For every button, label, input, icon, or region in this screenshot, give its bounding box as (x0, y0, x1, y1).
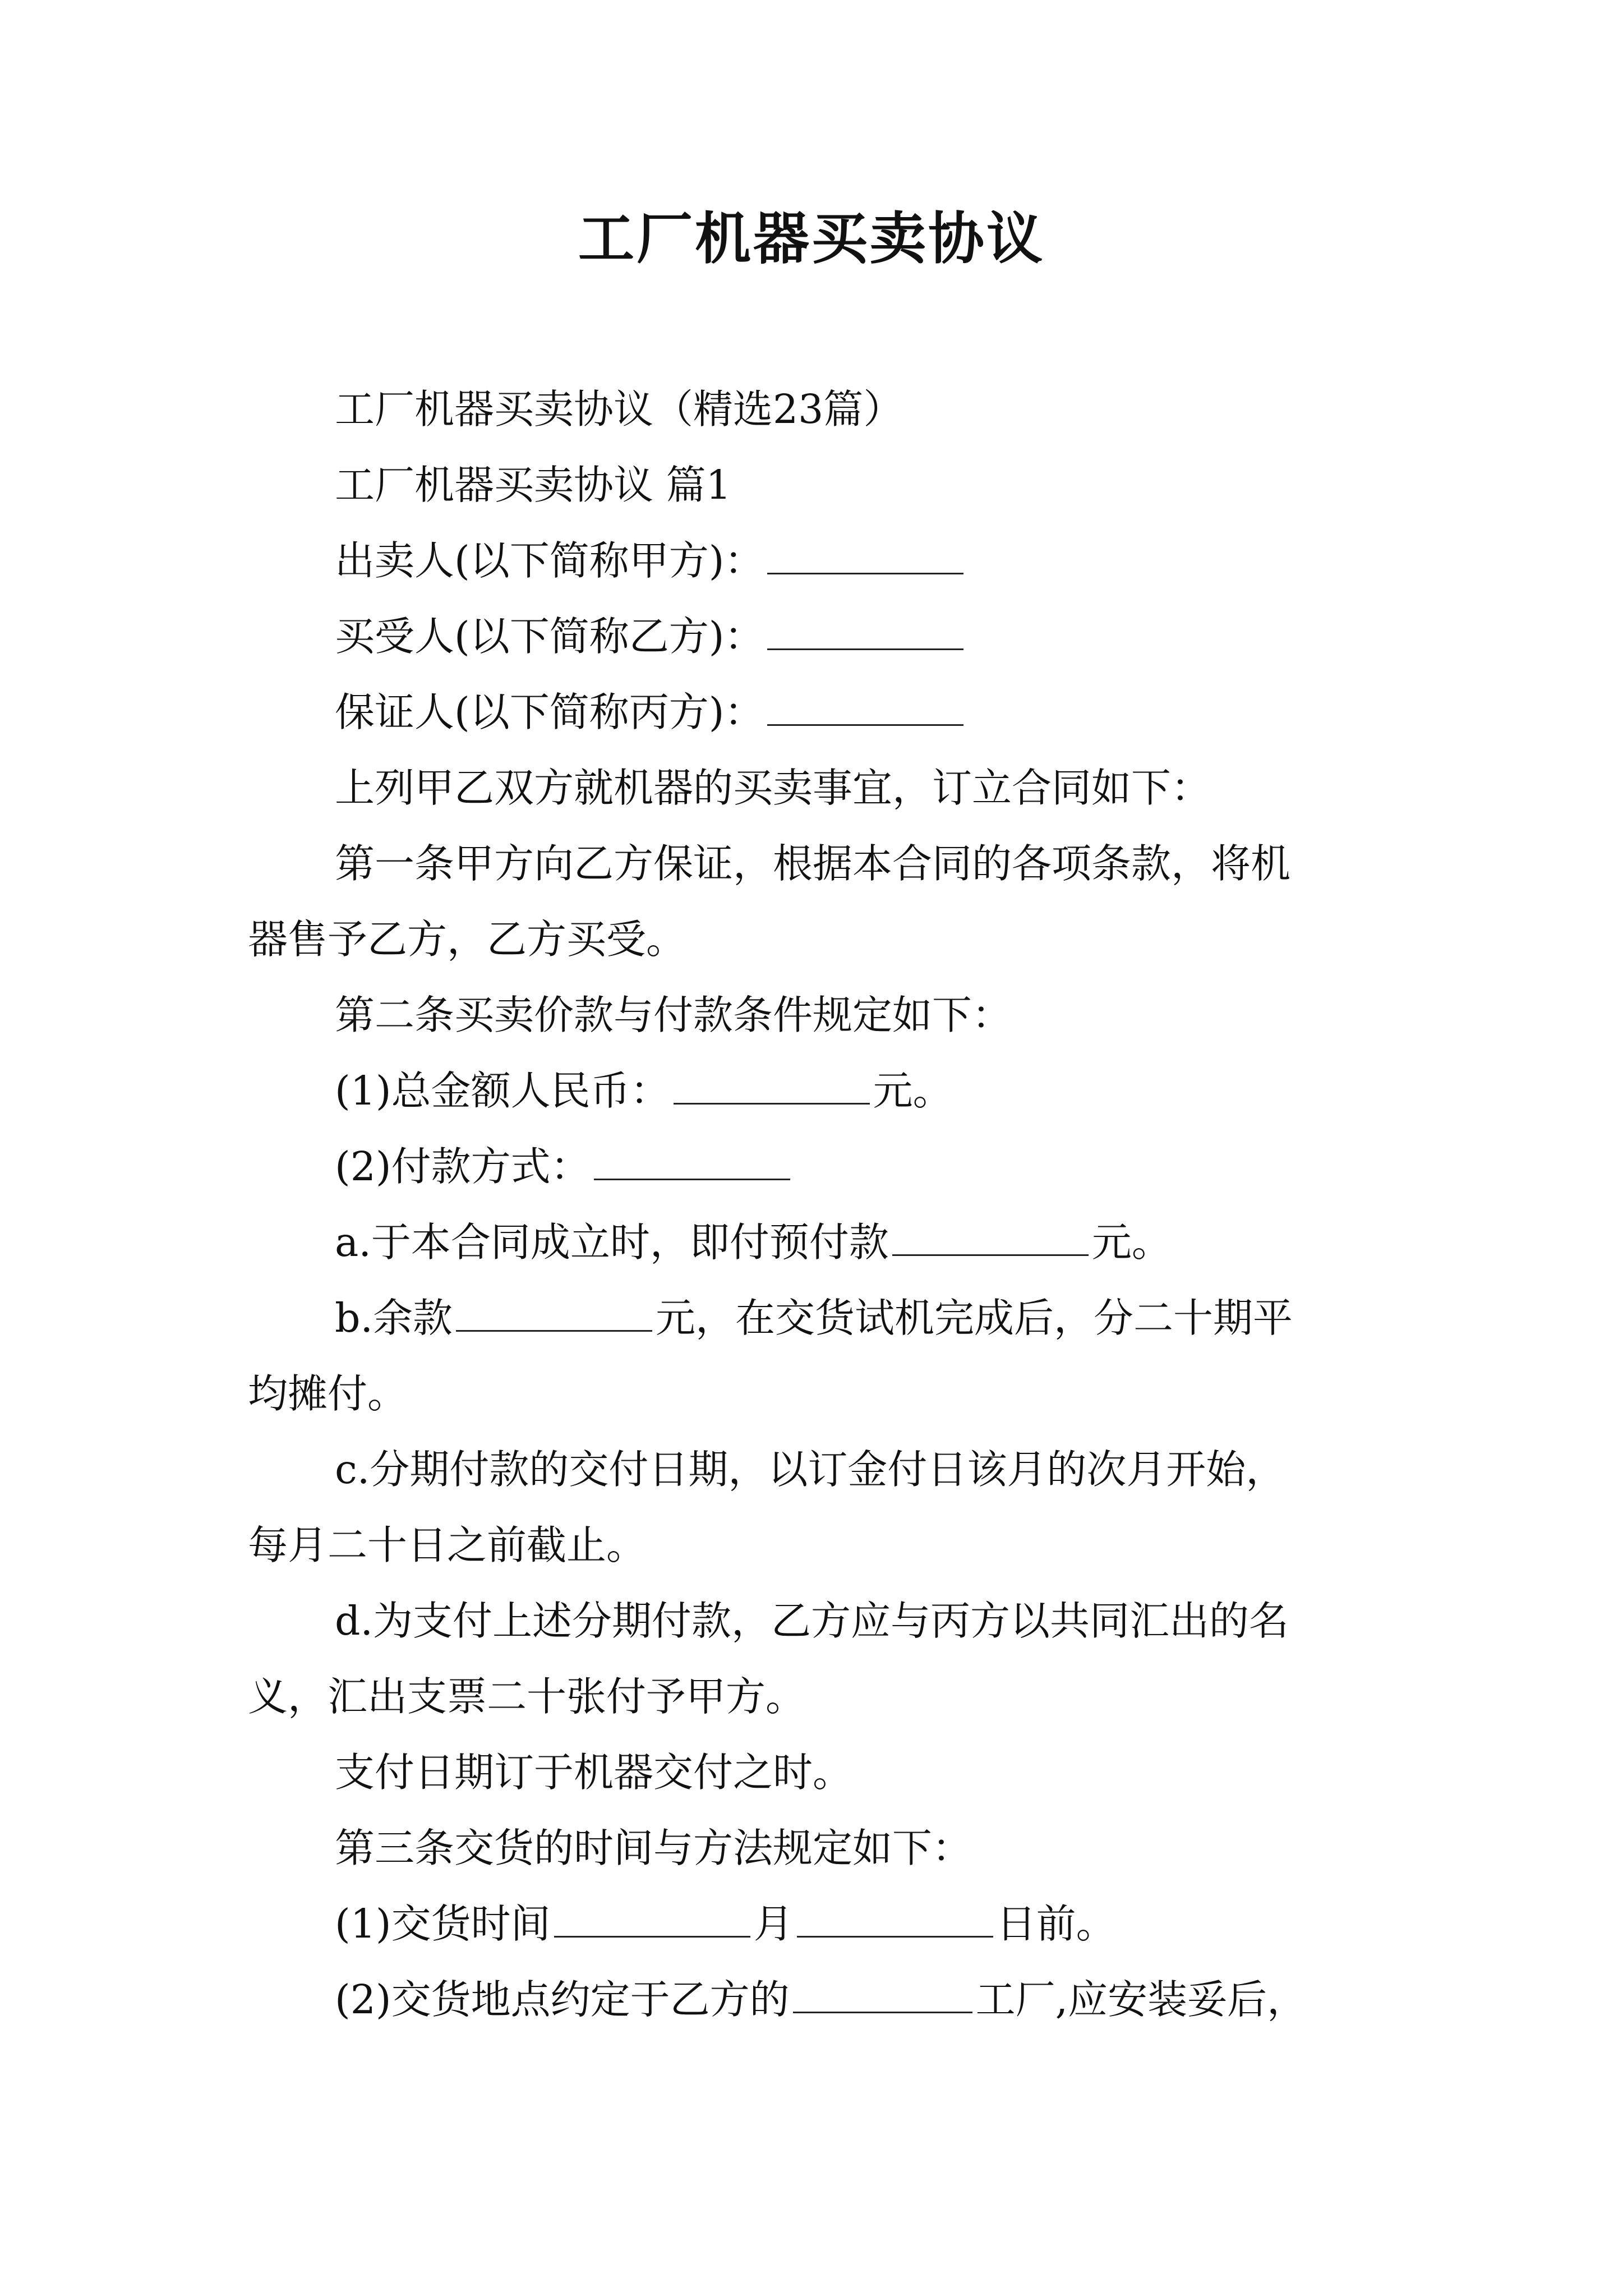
clause-d-line2: 义，汇出支票二十张付予甲方。 (248, 1673, 806, 1720)
buyer-blank (767, 614, 963, 650)
article2-method-line (248, 1129, 1375, 1204)
month-label: 月 (753, 1901, 794, 1947)
clause-b-text: b.余款 (335, 1295, 453, 1341)
document-body (248, 371, 1375, 2037)
payment-method-label: (2)付款方式： (335, 1143, 591, 1190)
payment-date-line: 支付日期订于机器交付之时。 (335, 1749, 853, 1796)
guarantor-blank (767, 689, 963, 726)
balance-blank (456, 1295, 652, 1332)
delivery-month-blank (554, 1901, 750, 1938)
clause-a-text: a.于本合同成立时，即付预付款 (335, 1219, 889, 1266)
section-heading: 工厂机器买卖协议 篇1 (335, 462, 731, 508)
clause-a-line (248, 1204, 1375, 1280)
clause-b-line2: 均摊付。 (248, 1370, 408, 1417)
total-amount-unit: 元。 (873, 1068, 953, 1114)
article2-heading: 第二条买卖价款与付款条件规定如下： (335, 992, 1012, 1038)
document-title: 工厂机器买卖协议 (578, 205, 1045, 272)
delivery-day-blank (797, 1901, 993, 1938)
subtitle: 工厂机器买卖协议（精选23篇） (335, 386, 903, 432)
delivery-place-label: (2)交货地点约定于乙方的 (335, 1976, 790, 2023)
clause-a-unit: 元。 (1091, 1219, 1172, 1266)
delivery-time-label: (1)交货时间 (335, 1901, 551, 1947)
buyer-line (248, 599, 1375, 674)
delivery-place-line (248, 1962, 1375, 2037)
buyer-label: 买受人(以下简称乙方)： (335, 613, 764, 660)
delivery-place-rest: 工厂,应安装妥后， (975, 1976, 1307, 2023)
article1-line2: 器售予乙方，乙方买受。 (248, 916, 686, 963)
total-amount-blank (674, 1068, 870, 1105)
seller-blank (767, 538, 963, 574)
intro-paragraph: 上列甲乙双方就机器的买卖事宜，订立合同如下： (335, 765, 1211, 811)
delivery-place-blank (793, 1977, 972, 2013)
payment-method-blank (594, 1144, 790, 1180)
clause-b-line1 (248, 1280, 1375, 1356)
day-label: 日前。 (996, 1901, 1116, 1947)
clause-c-line1: c.分期付款的交付日期，以订金付日该月的次月开始， (335, 1446, 1286, 1493)
article1-line1: 第一条甲方向乙方保证，根据本合同的各项条款，将机 (335, 840, 1291, 887)
article2-total-line (248, 1053, 1375, 1129)
guarantor-line (248, 674, 1375, 750)
delivery-time-line (248, 1886, 1375, 1962)
prepayment-blank (892, 1220, 1089, 1256)
total-amount-label: (1)总金额人民币： (335, 1068, 670, 1114)
seller-label: 出卖人(以下简称甲方)： (335, 537, 764, 584)
clause-c-line2: 每月二十日之前截止。 (248, 1522, 647, 1568)
article3-heading: 第三条交货的时间与方法规定如下： (335, 1825, 972, 1871)
clause-b-rest: 元，在交货试机完成后，分二十期平 (656, 1295, 1293, 1341)
guarantor-label: 保证人(以下简称丙方)： (335, 689, 764, 735)
seller-line (248, 523, 1375, 599)
clause-d-line1: d.为支付上述分期付款，乙方应与丙方以共同汇出的名 (335, 1598, 1289, 1644)
